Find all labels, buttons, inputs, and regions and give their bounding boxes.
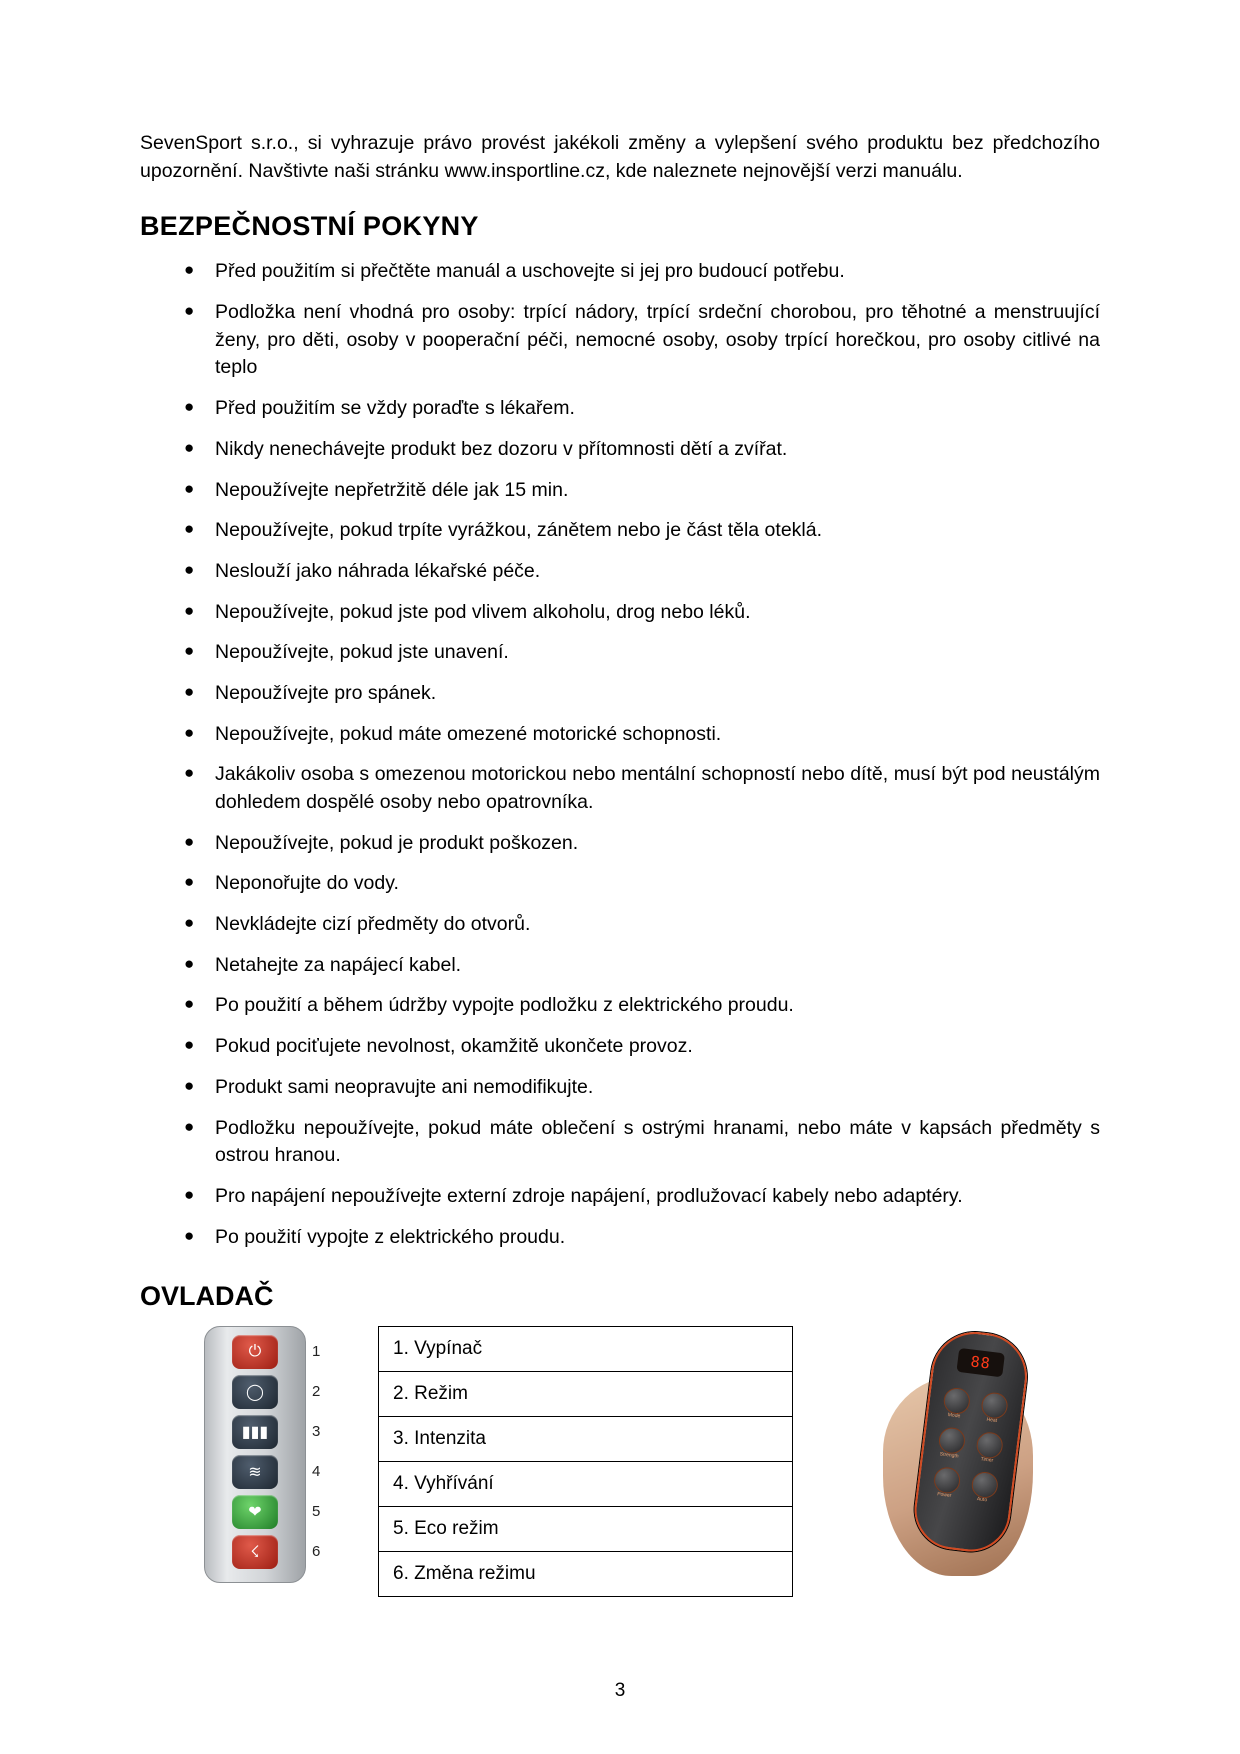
list-item-text: Po použití a během údržby vypojte podložku z elektrického proudu. — [215, 994, 794, 1017]
legend-cell: 2. Režim — [379, 1372, 793, 1417]
remote-display: 88 — [956, 1348, 1005, 1377]
bullet-icon: ● — [184, 437, 195, 457]
diagram-number: 6 — [312, 1543, 321, 1561]
bullet-icon: ● — [184, 1075, 195, 1095]
bullet-icon: ● — [184, 763, 195, 783]
legend-cell: 3. Intenzita — [379, 1417, 793, 1462]
diagram-number: 5 — [312, 1503, 321, 1521]
bullet-icon: ● — [184, 1035, 195, 1055]
legend-cell: 1. Vypínač — [379, 1327, 793, 1372]
bullet-icon: ● — [184, 722, 195, 742]
bullet-icon: ● — [184, 1184, 195, 1204]
list-item-text: Po použití vypojte z elektrického proudu. — [215, 1225, 566, 1248]
list-item — [140, 911, 1100, 939]
list-item-text: Neslouží jako náhrada lékařské péče. — [215, 559, 541, 582]
list-item-text: Podložka není vhodná pro osoby: trpící nádory, trpící srdeční chorobou, pro těhotné a menstruující ženy, pro děti, osoby v pooperační péči, nemocné osoby, osoby trpící horečkou, pro osoby citlivé na teplo — [215, 301, 1100, 379]
list-item — [140, 870, 1100, 898]
bullet-icon: ● — [184, 913, 195, 933]
power-button-label: Power — [936, 1491, 952, 1500]
list-item — [140, 517, 1100, 545]
change-mode-icon: ☇ — [232, 1535, 278, 1569]
list-item-text: Nepoužívejte, pokud máte omezené motorické schopnosti. — [215, 722, 722, 745]
table-row — [379, 1327, 793, 1372]
safety-instructions-list — [140, 258, 1100, 1251]
list-item — [140, 1115, 1100, 1170]
list-item-text: Nepoužívejte, pokud je produkt poškozen. — [215, 831, 579, 854]
list-item-text: Podložku nepoužívejte, pokud máte oblečení s ostrými hranami, nebo máte v kapsách předměty s ostrou hranou. — [215, 1116, 1100, 1167]
bullet-icon: ● — [184, 397, 195, 417]
list-item-text: Nepoužívejte, pokud jste pod vlivem alkoholu, drog nebo léků. — [215, 600, 751, 623]
list-item — [140, 830, 1100, 858]
list-item — [140, 721, 1100, 749]
power-icon: ⏻ — [232, 1335, 278, 1369]
remote-diagram — [200, 1326, 360, 1583]
list-item-text: Produkt sami neopravujte ani nemodifikujte. — [215, 1075, 594, 1098]
list-item — [140, 258, 1100, 286]
eco-icon: ❤ — [232, 1495, 278, 1529]
bullet-icon: ● — [184, 994, 195, 1014]
page-title: BEZPEČNOSTNÍ POKYNY — [140, 211, 479, 242]
diagram-number: 2 — [312, 1383, 321, 1401]
legend-cell: 4. Vyhřívání — [379, 1462, 793, 1507]
list-item-text: Netahejte za napájecí kabel. — [215, 953, 462, 976]
bullet-icon: ● — [184, 641, 195, 661]
list-item — [140, 436, 1100, 464]
auto-button-label: Auto — [976, 1496, 988, 1504]
list-item-text: Pro napájení nepoužívejte externí zdroje napájení, prodlužovací kabely nebo adaptéry. — [215, 1184, 963, 1207]
timer-button-label: Timer — [980, 1456, 994, 1465]
heat-icon: ≋ — [232, 1455, 278, 1489]
table-row — [379, 1507, 793, 1552]
list-item — [140, 952, 1100, 980]
table-row — [379, 1552, 793, 1597]
list-item-text: Nikdy nenechávejte produkt bez dozoru v přítomnosti dětí a zvířat. — [215, 437, 788, 460]
list-item — [140, 558, 1100, 586]
intro-paragraph: SevenSport s.r.o., si vyhrazuje právo provést jakékoli změny a vylepšení svého produktu bez předchozího upozornění. Navštivte naši stránku www.insportline.cz, kde naleznete nejnovější verzi manuálu. — [140, 132, 1100, 182]
list-item-text: Nepoužívejte pro spánek. — [215, 681, 437, 704]
bullet-icon: ● — [184, 478, 195, 498]
bullet-icon: ● — [184, 600, 195, 620]
list-item-text: Jakákoliv osoba s omezenou motorickou nebo mentální schopností nebo dítě, musí být pod neustálým dohledem dospělé osoby nebo opatrovníka. — [215, 763, 1100, 813]
list-item-text: Před použitím se vždy poraďte s lékařem. — [215, 397, 575, 420]
list-item-text: Pokud pociťujete nevolnost, okamžitě ukončete provoz. — [215, 1035, 693, 1058]
list-item-text: Nepoužívejte nepřetržitě déle jak 15 min. — [215, 478, 569, 501]
bullet-icon: ● — [184, 831, 195, 851]
table-row — [379, 1372, 793, 1417]
list-item — [140, 639, 1100, 667]
list-item — [140, 599, 1100, 627]
list-item-text: Nepoužívejte, pokud jste unavení. — [215, 641, 509, 664]
diagram-number: 3 — [312, 1423, 321, 1441]
list-item — [140, 477, 1100, 505]
list-item — [140, 1074, 1100, 1102]
strength-button-label: Strength — [939, 1451, 959, 1460]
diagram-number: 1 — [312, 1343, 321, 1361]
list-item — [140, 1183, 1100, 1211]
list-item — [140, 1033, 1100, 1061]
list-item-text: Neponořujte do vody. — [215, 872, 399, 895]
legend-cell: 6. Změna režimu — [379, 1552, 793, 1597]
list-item — [140, 680, 1100, 708]
heat-button-label: Heat — [986, 1416, 998, 1425]
bullet-icon: ● — [184, 559, 195, 579]
list-item — [140, 299, 1100, 382]
list-item — [140, 992, 1100, 1020]
list-item-text: Nepoužívejte, pokud trpíte vyrážkou, zánětem nebo je část těla oteklá. — [215, 519, 823, 542]
page-number: 3 — [614, 1680, 626, 1701]
bullet-icon: ● — [184, 260, 195, 280]
controller-legend-table — [378, 1326, 793, 1597]
bullet-icon: ● — [184, 301, 195, 321]
mode-icon: ◯ — [232, 1375, 278, 1409]
intensity-icon: ▮▮▮ — [232, 1415, 278, 1449]
legend-cell: 5. Eco režim — [379, 1507, 793, 1552]
list-item-text: Před použitím si přečtěte manuál a uschovejte si jej pro budoucí potřebu. — [215, 260, 845, 283]
mode-button-label: Mode — [947, 1412, 961, 1420]
list-item — [140, 1224, 1100, 1252]
list-item — [140, 761, 1100, 816]
bullet-icon: ● — [184, 872, 195, 892]
controller-figure-row — [140, 1326, 1100, 1597]
controller-section-title: OVLADAČ — [140, 1281, 274, 1312]
list-item — [140, 395, 1100, 423]
remote-photo-figure — [865, 1326, 1095, 1586]
bullet-icon: ● — [184, 681, 195, 701]
table-row — [379, 1462, 793, 1507]
bullet-icon: ● — [184, 953, 195, 973]
diagram-number: 4 — [312, 1463, 321, 1481]
bullet-icon: ● — [184, 519, 195, 539]
remote-body — [204, 1326, 306, 1583]
table-row — [379, 1417, 793, 1462]
bullet-icon: ● — [184, 1116, 195, 1136]
list-item-text: Nevkládejte cizí předměty do otvorů. — [215, 913, 531, 936]
bullet-icon: ● — [184, 1225, 195, 1245]
